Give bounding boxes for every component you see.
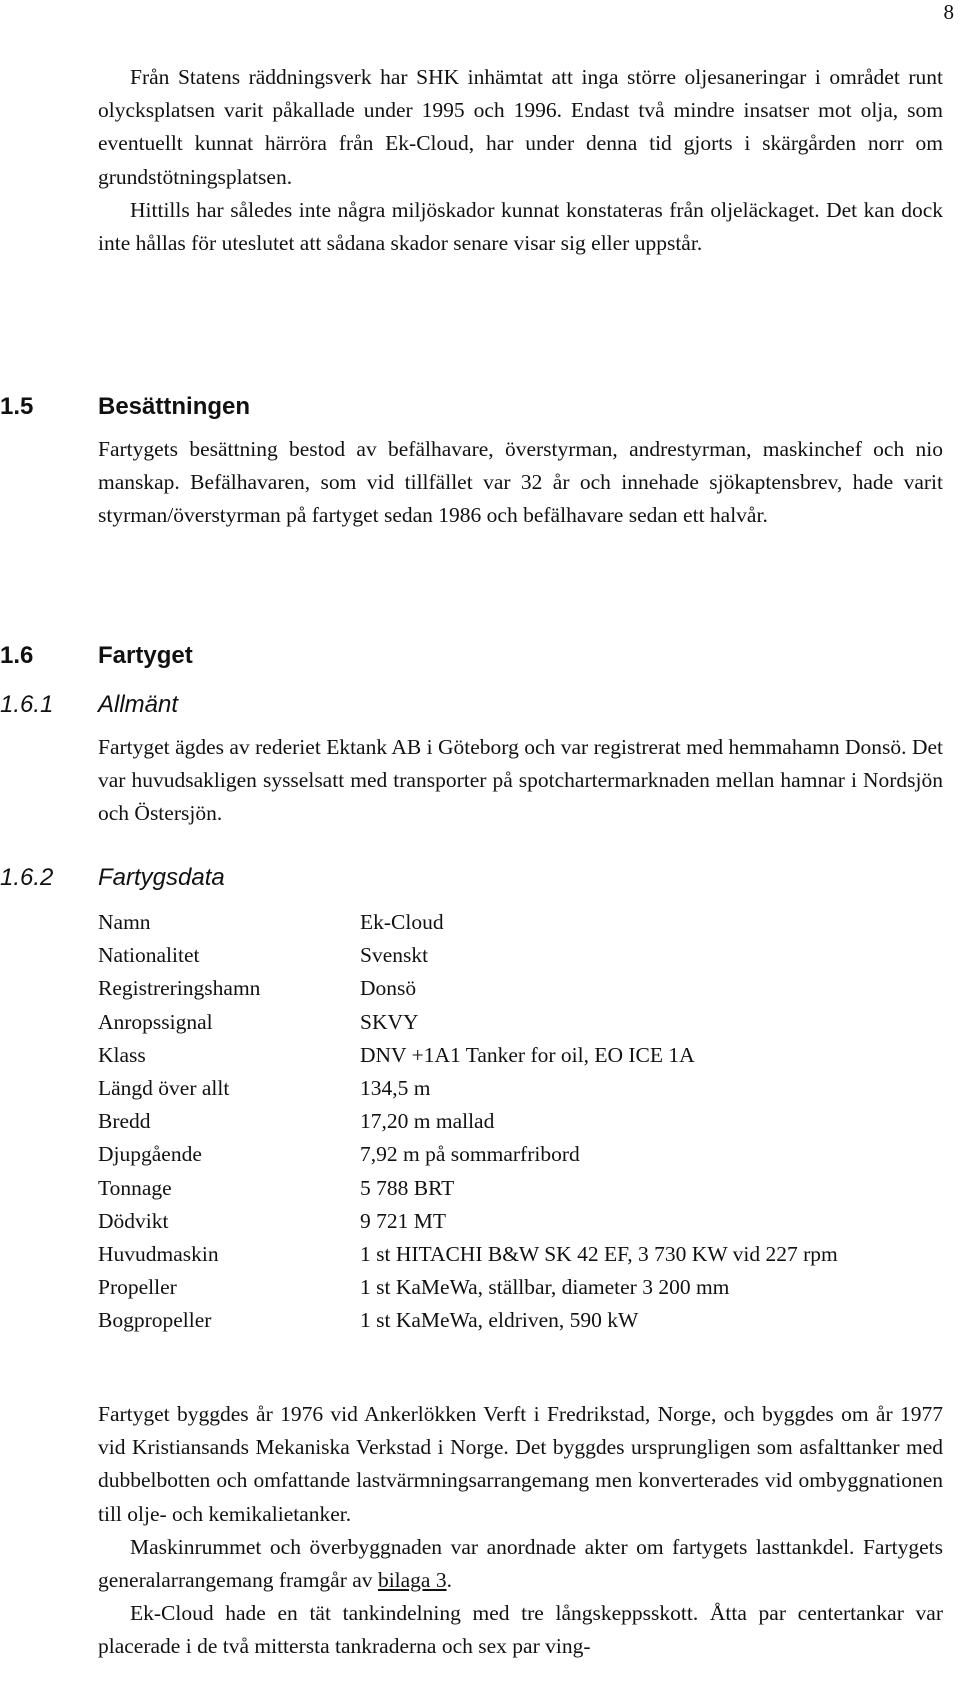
data-row-nationalitet bbox=[98, 939, 948, 972]
heading-title: Fartyget bbox=[98, 642, 193, 669]
data-key: Registreringshamn bbox=[98, 976, 261, 1001]
data-value: 5 788 BRT bbox=[360, 1175, 455, 1200]
ship-data-table bbox=[98, 906, 948, 1338]
heading-number: 1.6.1 bbox=[0, 691, 54, 718]
data-key: Bogpropeller bbox=[98, 1308, 212, 1333]
data-value: Ek-Cloud bbox=[360, 910, 444, 934]
data-row-propeller bbox=[98, 1271, 948, 1304]
data-row-anropssignal bbox=[98, 1006, 948, 1039]
heading-number: 1.6.2 bbox=[0, 864, 54, 891]
data-row-klass bbox=[98, 1039, 948, 1072]
data-value: SKVY bbox=[360, 1009, 419, 1034]
data-key: Dödvikt bbox=[98, 1208, 169, 1233]
history-paragraph-2 bbox=[98, 1531, 943, 1597]
history-paragraph-3: Ek-Cloud hade en tät tankindelning med tre långskeppsskott. Åtta par centertankar var placerade i de två mittersta tankraderna och sex par ving- bbox=[98, 1601, 943, 1659]
data-row-langd bbox=[98, 1072, 948, 1105]
data-row-registreringshamn bbox=[98, 972, 948, 1005]
data-row-bredd bbox=[98, 1105, 948, 1138]
heading-title: Fartygsdata bbox=[98, 864, 225, 891]
data-value: 1 st HITACHI B&W SK 42 EF, 3 730 KW vid 227 rpm bbox=[360, 1242, 838, 1267]
data-key: Propeller bbox=[98, 1275, 177, 1300]
heading-title: Allmänt bbox=[98, 691, 179, 718]
data-key: Anropssignal bbox=[98, 1009, 213, 1034]
data-value: Svenskt bbox=[360, 943, 429, 968]
data-row-bogpropeller bbox=[98, 1304, 948, 1337]
intro-section bbox=[98, 61, 943, 260]
allmant-paragraph: Fartyget ägdes av rederiet Ektank AB i Göteborg och var registrerat med hemmahamn Donsö. Det var huvudsakligen sysselsatt med transporter på spotchartermarknaden mellan hamnar i Nordsjön och Östersjön. bbox=[98, 735, 943, 826]
data-key: Tonnage bbox=[98, 1175, 172, 1200]
data-row-dodvikt bbox=[98, 1205, 948, 1238]
history-text: Maskinrummet och överbyggnaden var anordnade akter om fartygets lasttankdel. Fartygets generalarrangemang framgår av bbox=[98, 1534, 943, 1593]
data-value: 134,5 m bbox=[360, 1076, 431, 1101]
besattning-paragraph: Fartygets besättning bestod av befälhavare, överstyrman, andrestyrman, maskinchef och nio manskap. Befälhavaren, som vid tillfället var 32 år och innehade sjökaptensbrev, hade varit styrman/överstyrman på fartyget sedan 1986 och befälhavare sedan ett halvår. bbox=[98, 437, 943, 528]
data-value: 9 721 MT bbox=[360, 1208, 446, 1233]
allmant-section bbox=[98, 731, 943, 831]
besattning-section bbox=[98, 433, 943, 533]
data-key: Längd över allt bbox=[98, 1076, 230, 1101]
data-value: Donsö bbox=[360, 976, 417, 1001]
data-value: 1 st KaMeWa, eldriven, 590 kW bbox=[360, 1308, 639, 1333]
data-key: Namn bbox=[98, 910, 151, 934]
page-number: 8 bbox=[943, 0, 954, 24]
data-value: DNV +1A1 Tanker for oil, EO ICE 1A bbox=[360, 1042, 695, 1067]
data-key: Klass bbox=[98, 1042, 146, 1067]
intro-paragraph-2: Hittills har således inte några miljöskador kunnat konstateras från oljeläckaget. Det kan dock inte hållas för uteslutet att sådana skador senare visar sig eller uppstår. bbox=[98, 197, 943, 256]
data-row-huvudmaskin bbox=[98, 1238, 948, 1271]
history-text-end: . bbox=[446, 1568, 452, 1593]
intro-paragraph-1: Från Statens räddningsverk har SHK inhämtat att inga större oljesaneringar i området runt olycksplatsen varit påkallade under 1995 och 1996. Endast två mindre insatser mot olja, som eventuellt kunnat härröra från Ek-Cloud, har under denna tid gjorts i skärgården norr om grundstötningsplatsen. bbox=[98, 65, 943, 189]
data-key: Djupgående bbox=[98, 1142, 202, 1167]
data-value: 1 st KaMeWa, ställbar, diameter 3 200 mm bbox=[360, 1275, 730, 1300]
data-value: 7,92 m på sommarfribord bbox=[360, 1142, 580, 1167]
data-key: Nationalitet bbox=[98, 943, 200, 968]
history-paragraph-1: Fartyget byggdes år 1976 vid Ankerlökken Verft i Fredrikstad, Norge, och byggdes om år 1977 vid Kristiansands Mekaniska Verkstad i Norge. Det byggdes ursprungligen som asfalttanker med dubbelbotten och omfattande lastvärmningsarrangemang men konverterades vid ombyggnationen till olje- och kemikalietanker. bbox=[98, 1402, 943, 1526]
heading-number: 1.6 bbox=[0, 642, 34, 669]
data-value: 17,20 m mallad bbox=[360, 1109, 495, 1134]
data-row-tonnage bbox=[98, 1172, 948, 1205]
data-key: Huvudmaskin bbox=[98, 1242, 219, 1267]
data-row-namn bbox=[98, 906, 948, 939]
bilaga-3-link[interactable]: bilaga 3 bbox=[377, 1568, 447, 1593]
data-row-djupgaende bbox=[98, 1138, 948, 1171]
fartyg-history-section bbox=[98, 1398, 943, 1664]
heading-title: Besättningen bbox=[98, 393, 251, 420]
data-key: Bredd bbox=[98, 1109, 151, 1134]
heading-number: 1.5 bbox=[0, 393, 34, 420]
